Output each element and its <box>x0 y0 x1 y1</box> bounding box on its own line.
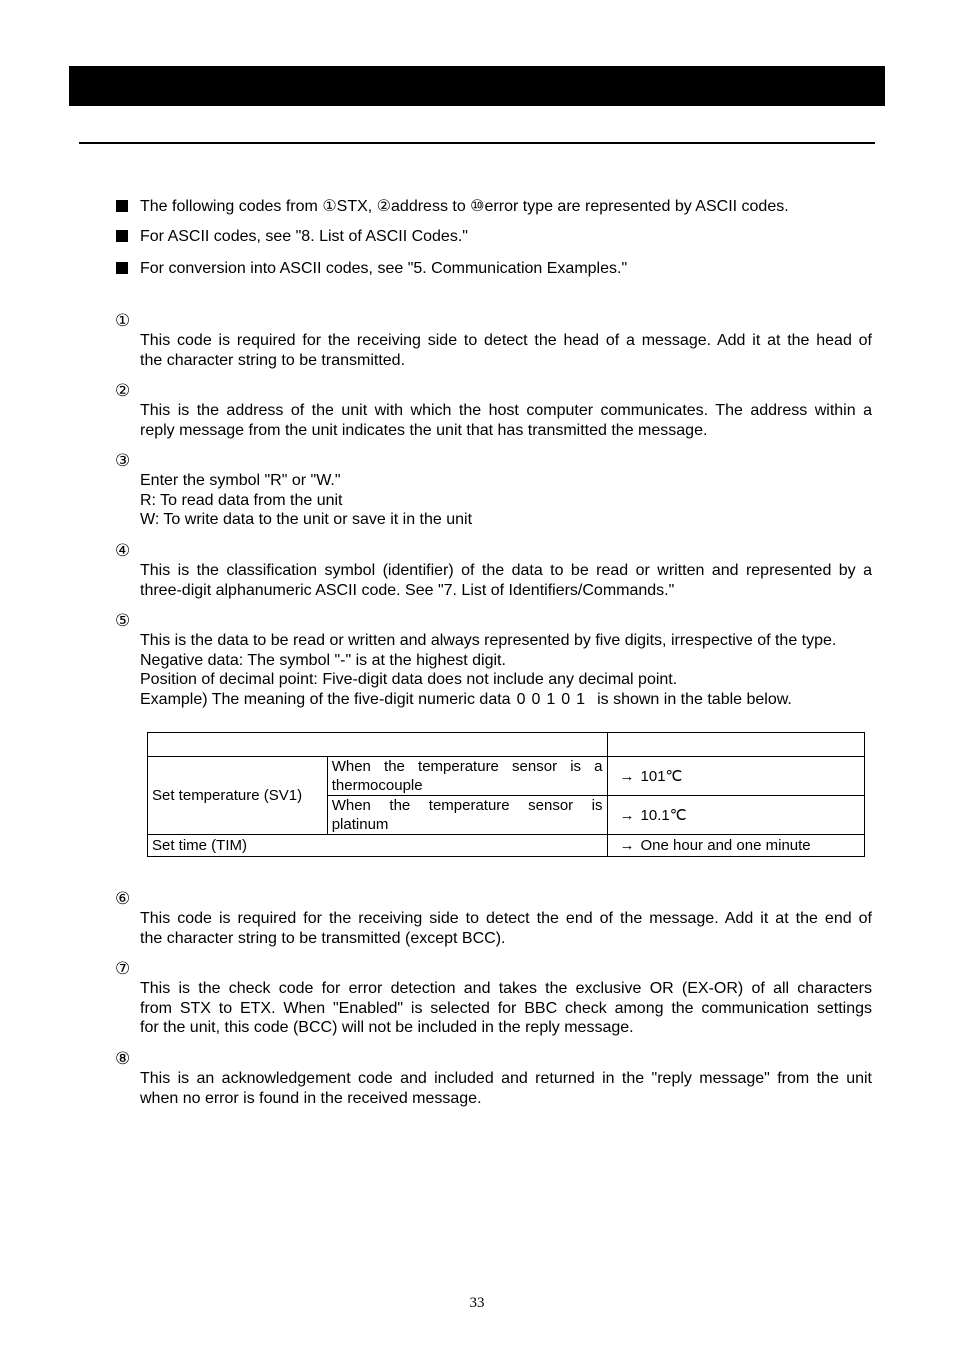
arrow-icon: → <box>619 767 635 785</box>
bullet-item: For conversion into ASCII codes, see "5. Communication Examples." <box>116 260 627 278</box>
item-number: ⑥ <box>115 889 131 908</box>
table-cell: When the temperature sensor is platinum <box>327 796 607 835</box>
arrow-icon: → <box>619 806 635 824</box>
section-header-bar <box>69 66 885 106</box>
item-number: ⑧ <box>115 1049 131 1068</box>
item-number: ① <box>115 311 131 330</box>
item-description: This is the address of the unit with which the host computer communicates. The address within a reply message from the unit indicates the unit that has transmitted the message. <box>140 402 872 439</box>
item-number: ④ <box>115 541 131 560</box>
table-cell: → 101℃ <box>607 757 864 796</box>
item-description: This code is required for the receiving side to detect the head of a message. Add it at the head of the character string to be transmitted. <box>140 332 872 369</box>
table-cell: → One hour and one minute <box>607 835 864 857</box>
square-bullet-icon <box>116 200 128 212</box>
header-rule <box>79 142 875 144</box>
square-bullet-icon <box>116 262 128 274</box>
table-cell: Set time (TIM) <box>148 835 608 857</box>
arrow-icon: → <box>619 837 635 854</box>
item-number: ③ <box>115 451 131 470</box>
example-table <box>147 732 865 857</box>
item-description: Enter the symbol "R" or "W." R: To read data from the unit W: To write data to the unit or save it in the unit <box>140 472 473 529</box>
example-digits: 00101 <box>516 691 592 709</box>
table-header-cell <box>607 733 864 757</box>
table-header-cell <box>148 733 608 757</box>
item-number: ⑤ <box>115 611 131 630</box>
table-cell: Set temperature (SV1) <box>148 757 328 835</box>
bullet-item: For ASCII codes, see "8. List of ASCII Codes." <box>116 228 468 246</box>
item-number: ② <box>115 381 131 400</box>
example-line: Example) The meaning of the five-digit numeric data 00101 is shown in the table below. <box>140 691 792 709</box>
item-description: This is an acknowledgement code and included and returned in the "reply message" from the unit when no error is found in the received message. <box>140 1070 872 1107</box>
table-cell: When the temperature sensor is a thermocouple <box>327 757 607 796</box>
item-number: ⑦ <box>115 959 131 978</box>
item-description: This is the check code for error detection and takes the exclusive OR (EX-OR) of all characters from STX to ETX. When "Enabled" is selected for BBC check among the communication settings for the unit, this code (BCC) will not be included in the reply message. <box>140 980 872 1037</box>
table-cell: → 10.1℃ <box>607 796 864 835</box>
table-header-row <box>148 733 865 757</box>
page-number: 33 <box>469 1295 485 1311</box>
bullet-item: The following codes from ①STX, ②address to ⑩error type are represented by ASCII codes. <box>116 196 789 216</box>
item-description: This is the data to be read or written and always represented by five digits, irrespective of the type. Negative data: The symbol "-" is at the highest digit. Position of decimal point: Five-digit data does not include any decimal point. Example) The meaning of the five-digit numeric data 00101 is shown in the table below. <box>140 631 872 710</box>
item-description: This code is required for the receiving side to detect the end of the message. Add it at the end of the character string to be transmitted (except BCC). <box>140 910 872 947</box>
item-description: This is the classification symbol (identifier) of the data to be read or written and represented by a three-digit alphanumeric ASCII code. See "7. List of Identifiers/Commands." <box>140 562 872 599</box>
table-row <box>148 757 865 796</box>
table-row <box>148 835 865 857</box>
square-bullet-icon <box>116 230 128 242</box>
